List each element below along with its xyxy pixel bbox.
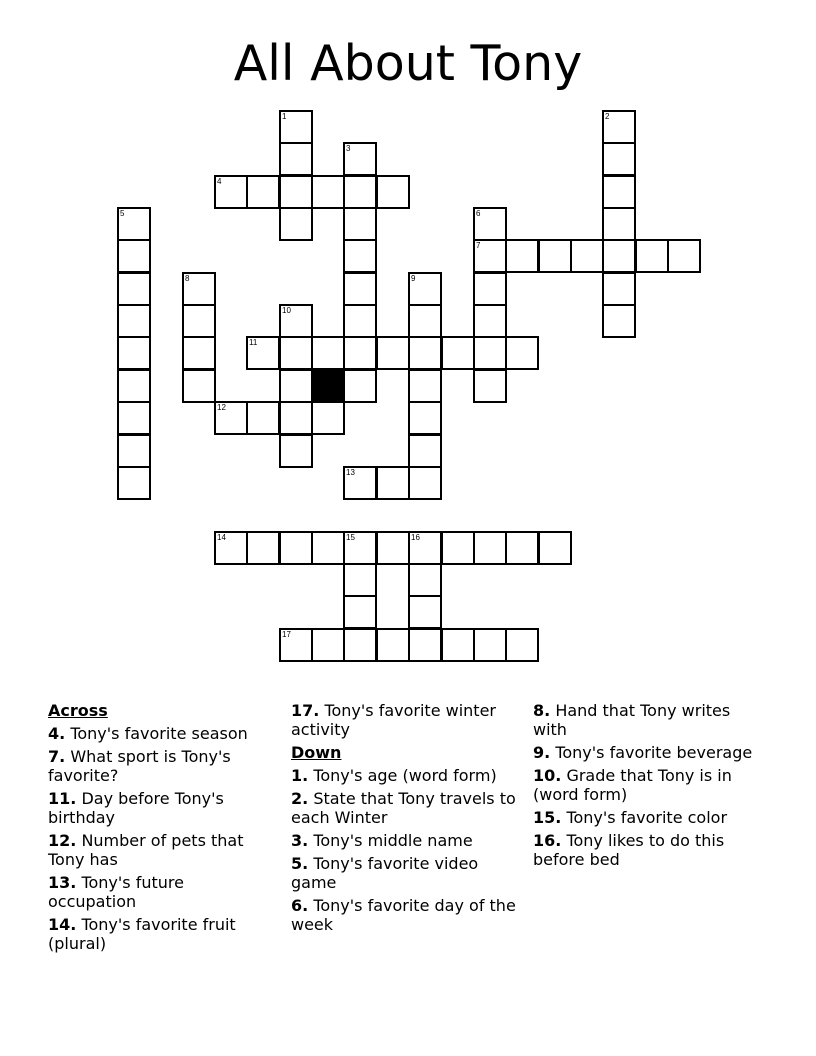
cell-number: 2: [605, 112, 610, 121]
grid-cell[interactable]: [505, 628, 539, 662]
cell-number: 5: [120, 209, 125, 218]
clue-across-12: 12. Number of pets that Tony has: [48, 831, 244, 869]
grid-cell[interactable]: [602, 142, 636, 176]
grid-cell[interactable]: [343, 142, 377, 176]
grid-cell[interactable]: [279, 110, 313, 144]
grid-cell[interactable]: [408, 336, 442, 370]
cell-number: 12: [217, 403, 226, 412]
clue-down-10: 10. Grade that Tony is in (word form): [533, 766, 732, 804]
grid-cell[interactable]: [279, 369, 313, 403]
cell-number: 7: [476, 241, 481, 250]
grid-cell[interactable]: [473, 531, 507, 565]
grid-cell[interactable]: [473, 272, 507, 306]
clue-down-1: 1. Tony's age (word form): [291, 766, 497, 785]
grid-cell[interactable]: [570, 239, 604, 273]
clue-across-17: 17. Tony's favorite winter activity: [291, 701, 496, 739]
cell-number: 4: [217, 177, 222, 186]
grid-cell[interactable]: [343, 628, 377, 662]
grid-cell[interactable]: [182, 304, 216, 338]
across-heading: Across: [48, 701, 108, 720]
clue-across-7: 7. What sport is Tony's favorite?: [48, 747, 231, 785]
grid-cell[interactable]: [279, 336, 313, 370]
black-cell: [311, 369, 345, 403]
grid-cell[interactable]: [408, 595, 442, 629]
grid-cell[interactable]: [376, 466, 410, 500]
clue-column-2: [291, 701, 521, 938]
grid-cell[interactable]: [667, 239, 701, 273]
cell-number: 13: [346, 468, 355, 477]
grid-cell[interactable]: [408, 531, 442, 565]
grid-cell[interactable]: [343, 272, 377, 306]
grid-cell[interactable]: [343, 304, 377, 338]
clue-down-16: 16. Tony likes to do this before bed: [533, 831, 725, 869]
clue-across-14: 14. Tony's favorite fruit (plural): [48, 915, 236, 953]
grid-cell[interactable]: [311, 401, 345, 435]
grid-cell[interactable]: [602, 304, 636, 338]
clue-across-13: 13. Tony's future occupation: [48, 873, 184, 911]
grid-cell[interactable]: [279, 628, 313, 662]
grid-cell[interactable]: [117, 304, 151, 338]
clue-down-2: 2. State that Tony travels to each Winter: [291, 789, 516, 827]
grid-cell[interactable]: [214, 175, 248, 209]
grid-cell[interactable]: [117, 207, 151, 241]
grid-cell[interactable]: [343, 239, 377, 273]
cell-number: 1: [282, 112, 287, 121]
cell-number: 11: [249, 338, 258, 347]
grid-cell[interactable]: [473, 628, 507, 662]
grid-cell[interactable]: [602, 175, 636, 209]
clue-down-6: 6. Tony's favorite day of the week: [291, 896, 516, 934]
grid-cell[interactable]: [538, 239, 572, 273]
grid-cell[interactable]: [408, 401, 442, 435]
grid-cell[interactable]: [214, 401, 248, 435]
grid-cell[interactable]: [246, 401, 280, 435]
clue-column-1: [48, 701, 273, 957]
grid-cell[interactable]: [117, 272, 151, 306]
grid-cell[interactable]: [473, 336, 507, 370]
grid-cell[interactable]: [408, 628, 442, 662]
grid-cell[interactable]: [117, 401, 151, 435]
grid-cell[interactable]: [182, 272, 216, 306]
cell-number: 14: [217, 533, 226, 542]
grid-cell[interactable]: [279, 142, 313, 176]
cell-number: 15: [346, 533, 355, 542]
grid-cell[interactable]: [117, 434, 151, 468]
grid-cell[interactable]: [408, 563, 442, 597]
clue-down-3: 3. Tony's middle name: [291, 831, 473, 850]
grid-cell[interactable]: [246, 336, 280, 370]
cell-number: 8: [185, 274, 190, 283]
clue-down-5: 5. Tony's favorite video game: [291, 854, 479, 892]
grid-cell[interactable]: [182, 336, 216, 370]
grid-cell[interactable]: [408, 304, 442, 338]
grid-cell[interactable]: [246, 531, 280, 565]
grid-cell[interactable]: [117, 369, 151, 403]
grid-cell[interactable]: [473, 239, 507, 273]
grid-cell[interactable]: [376, 531, 410, 565]
grid-cell[interactable]: [473, 304, 507, 338]
clue-down-8: 8. Hand that Tony writes with: [533, 701, 731, 739]
clue-across-11: 11. Day before Tony's birthday: [48, 789, 224, 827]
grid-cell[interactable]: [343, 595, 377, 629]
grid-cell[interactable]: [279, 175, 313, 209]
grid-cell[interactable]: [376, 336, 410, 370]
grid-cell[interactable]: [505, 531, 539, 565]
clue-column-3: [533, 701, 758, 873]
grid-cell[interactable]: [117, 239, 151, 273]
cell-number: 17: [282, 630, 291, 639]
grid-cell[interactable]: [279, 531, 313, 565]
grid-cell[interactable]: [408, 434, 442, 468]
grid-cell[interactable]: [182, 369, 216, 403]
clue-down-9: 9. Tony's favorite beverage: [533, 743, 753, 762]
cell-number: 3: [346, 144, 351, 153]
grid-cell[interactable]: [376, 628, 410, 662]
grid-cell[interactable]: [343, 369, 377, 403]
grid-cell[interactable]: [117, 466, 151, 500]
puzzle-title: All About Tony: [233, 35, 583, 92]
grid-cell[interactable]: [343, 207, 377, 241]
grid-cell[interactable]: [505, 336, 539, 370]
grid-cell[interactable]: [343, 175, 377, 209]
grid-cell[interactable]: [311, 531, 345, 565]
grid-cell[interactable]: [117, 336, 151, 370]
grid-cell[interactable]: [311, 175, 345, 209]
grid-cell[interactable]: [602, 110, 636, 144]
grid-cell[interactable]: [214, 531, 248, 565]
grid-cell[interactable]: [441, 628, 475, 662]
grid-cell[interactable]: [441, 531, 475, 565]
grid-cell[interactable]: [343, 336, 377, 370]
clue-down-15: 15. Tony's favorite color: [533, 808, 728, 827]
grid-cell[interactable]: [408, 369, 442, 403]
grid-cell[interactable]: [343, 531, 377, 565]
cell-number: 10: [282, 306, 291, 315]
grid-cell[interactable]: [311, 628, 345, 662]
grid-cell[interactable]: [473, 207, 507, 241]
cell-number: 6: [476, 209, 481, 218]
clue-across-4: 4. Tony's favorite season: [48, 724, 248, 743]
grid-cell[interactable]: [343, 563, 377, 597]
grid-cell[interactable]: [376, 175, 410, 209]
grid-cell[interactable]: [311, 336, 345, 370]
grid-cell[interactable]: [408, 272, 442, 306]
grid-cell[interactable]: [505, 239, 539, 273]
grid-cell[interactable]: [602, 239, 636, 273]
grid-cell[interactable]: [246, 175, 280, 209]
grid-cell[interactable]: [602, 207, 636, 241]
grid-cell[interactable]: [635, 239, 669, 273]
grid-cell[interactable]: [473, 369, 507, 403]
down-heading: Down: [291, 743, 342, 762]
grid-cell[interactable]: [602, 272, 636, 306]
cell-number: 16: [411, 533, 420, 542]
grid-cell[interactable]: [408, 466, 442, 500]
grid-cell[interactable]: [538, 531, 572, 565]
cell-number: 9: [411, 274, 416, 283]
grid-cell[interactable]: [441, 336, 475, 370]
grid-cell[interactable]: [343, 466, 377, 500]
grid-cell[interactable]: [279, 304, 313, 338]
grid-cell[interactable]: [279, 434, 313, 468]
grid-cell[interactable]: [279, 401, 313, 435]
grid-cell[interactable]: [279, 207, 313, 241]
